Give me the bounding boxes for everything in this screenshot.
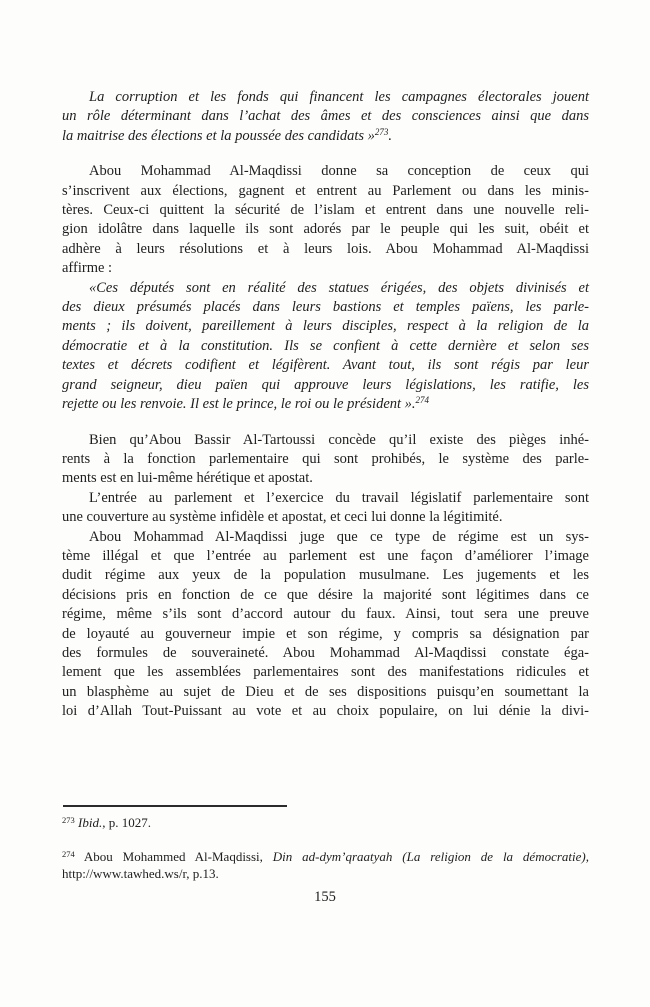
quote-deputes [62,279,589,415]
text-segment: gion idolâtre dans laquelle ils sont adorés par le peuple qui les suit, obéit et [62,221,589,238]
text-segment: la maitrise des élections et la poussée des candidats » [62,127,375,144]
footnote-ref: 273 [62,815,75,825]
text-segment: régime, même s’ils sont d’accord autour du faux. Ainsi, tout sera une preuve [62,606,589,623]
text-segment: Bien qu’Abou Bassir Al-Tartoussi concède qu’il existe des pièges inhé- [89,431,589,448]
text-line [62,337,589,356]
footnote-ref: 274 [415,395,430,406]
footnote-ref: 273 [374,126,389,137]
para-tartoussi [62,431,589,489]
text-line [62,702,589,721]
text-segment: tème illégal et que l’entrée au parlement est une façon d’améliorer l’image [62,547,589,564]
text-line [62,162,589,181]
text-segment: ments ; ils doivent, pareillement à leurs disciples, respect à la religion de la [62,318,589,335]
text-segment: http://www.tawhed.ws/r, p.13. [62,866,219,881]
text-segment: Ibid. [78,815,103,830]
text-segment: dudit régime aux yeux de la population musulmane. Les jugements et les [62,567,589,584]
text-segment: La corruption et les fonds qui financent les campagnes électorales jouent [89,89,589,105]
footnote-274 [62,848,589,882]
text-line [62,625,589,644]
text-line [62,88,589,107]
text-line [62,644,589,663]
text-segment: Abou Mohammed Al-Maqdissi, [74,849,273,864]
quote-corruption [62,88,589,146]
text-line [62,586,589,605]
text-segment: textes et décrets codifient et légifèrent. Avant tout, ils sont régis par leur [62,357,589,374]
text-segment: Din ad-dym’qraatyah (La religion de la démocratie), [272,849,589,864]
text-segment: un rôle déterminant dans l’achat des âmes et des consciences ainsi que dans [62,108,589,125]
text-line [62,865,589,882]
text-line [62,814,589,831]
text-segment: adhère à leurs résolutions et à leurs lois. Abou Mohammad Al-Maqdissi [62,240,589,257]
text-segment: affirme : [62,260,113,277]
text-segment: . [388,127,393,144]
text-segment: , p. 1027. [102,815,151,830]
text-line [62,298,589,317]
text-line [62,201,589,220]
text-line [62,469,589,488]
text-line [62,450,589,469]
text-line [62,489,589,508]
text-segment: L’entrée au parlement et l’exercice du travail législatif parlementaire sont [89,489,589,506]
text-line [62,220,589,239]
text-line [62,279,589,298]
text-line [62,683,589,702]
text-line [62,259,589,278]
text-segment: Abou Mohammad Al-Maqdissi donne sa conception de ceux qui [89,163,589,180]
text-segment: loi d’Allah Tout-Puissant au vote et au choix populaire, on lui dénie la divi- [62,703,589,720]
text-segment: ments est en lui-même hérétique et apostat. [62,470,313,487]
text-line [62,127,589,146]
para-maqdissi-conception [62,162,589,278]
text-segment: rents à la fonction parlementaire qui sont prohibés, le système des parle- [62,450,589,467]
text-segment: des formules de souveraineté. Abou Mohammad Al-Maqdissi constate éga- [62,644,589,661]
text-segment: «Ces députés sont en réalité des statues érigées, des objets divinisés et [89,279,589,296]
text-segment: une couverture au système infidèle et apostat, et ceci lui donne la légitimité. [62,509,503,526]
text-segment: décisions pris en fonction de ce que désire la majorité sont légitimes dans ce [62,586,589,603]
page-body-text [62,88,589,722]
para-regime-illegal [62,528,589,722]
footnotes-section [62,814,589,882]
text-line [62,431,589,450]
text-line [62,240,589,259]
text-segment: démocratie et à la constitution. Ils se confient à cette dernière et selon ses [62,337,589,354]
text-segment: un blasphème au sujet de Dieu et de ses dispositions puisqu’en soumettant la [62,683,589,700]
footnote-273 [62,814,589,831]
text-line [62,395,589,414]
text-line [62,663,589,682]
text-line [62,376,589,395]
text-segment: tères. Ceux-ci quittent la sécurité de l’islam et entrent dans une nouvelle reli- [62,202,589,219]
text-line [62,848,589,865]
text-segment: de loyauté au gouverneur impie et son régime, y compris sa désignation par [62,625,589,642]
text-line [62,566,589,585]
text-line [62,356,589,375]
text-segment: grand seigneur, dieu païen qui approuve leurs législations, les ratifie, les [62,376,589,393]
footnote-separator-rule [63,805,287,807]
text-line [62,547,589,566]
text-line [62,508,589,527]
text-segment: lement que les assemblées parlementaires sont des manifestations ridicules et [62,664,589,681]
para-entree-parlement [62,489,589,528]
text-segment: des dieux présumés placés dans leurs bastions et temples païens, les parle- [62,299,589,316]
text-line [62,107,589,126]
text-segment: rejette ou les renvoie. Il est le prince, le roi ou le président ». [62,396,416,413]
text-line [62,605,589,624]
text-segment: s’inscrivent aux élections, gagnent et entrent au Parlement ou dans les minis- [62,182,589,199]
page-number: 155 [314,889,336,905]
text-segment: Abou Mohammad Al-Maqdissi juge que ce type de régime est un sys- [89,528,589,545]
text-line [62,317,589,336]
text-line [62,528,589,547]
text-line [62,182,589,201]
footnote-ref: 274 [62,849,75,859]
